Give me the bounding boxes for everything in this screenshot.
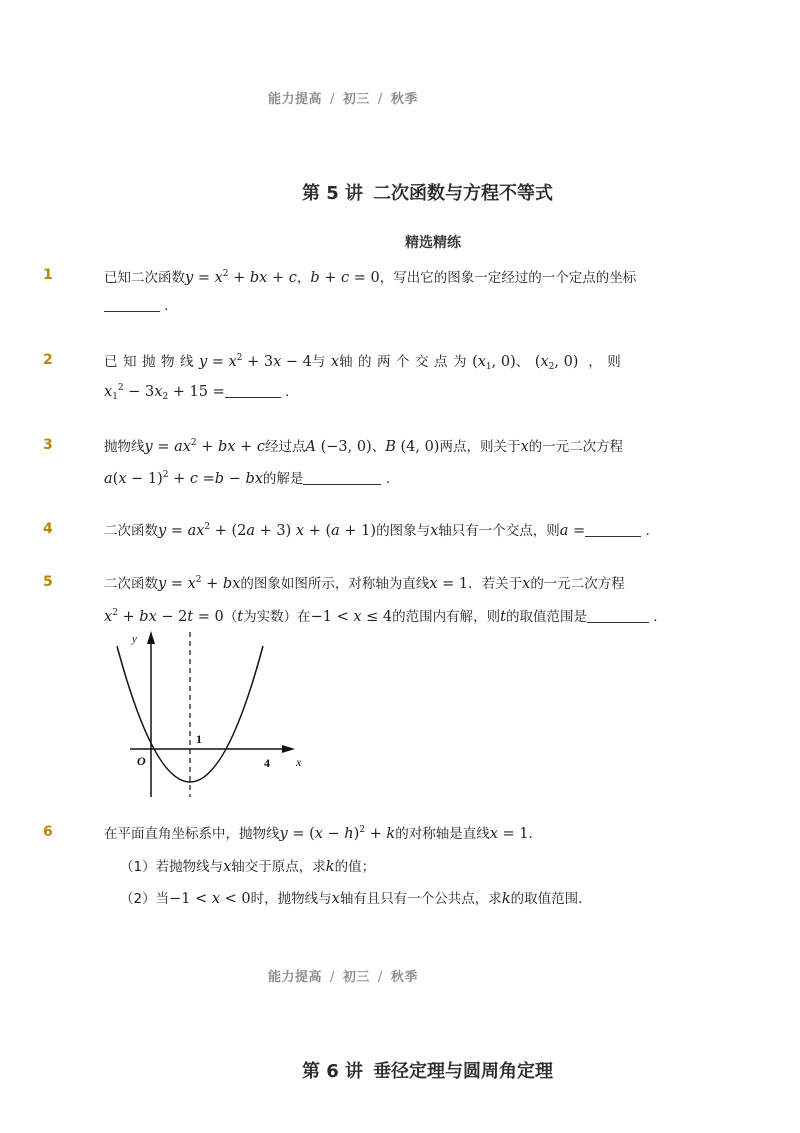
section-title: 精选精练 bbox=[405, 235, 461, 251]
part-label: （1） bbox=[120, 859, 156, 875]
breadcrumb-grade: 初三 bbox=[342, 970, 370, 985]
question-6-part-1: （1）若抛物线与x轴交于原点，求k的值； bbox=[120, 859, 376, 875]
answer-blank[interactable] bbox=[225, 385, 281, 398]
breadcrumb-separator: / bbox=[330, 92, 335, 107]
lecture-title bbox=[302, 1057, 553, 1083]
breadcrumb-separator: / bbox=[377, 92, 383, 107]
breadcrumb-level: 能力提高 bbox=[268, 970, 323, 985]
breadcrumb-separator: / bbox=[330, 970, 335, 985]
question-2-equation: $x_1^2 - 3x_2 + 15$ = . bbox=[104, 383, 290, 402]
question-number: 5 bbox=[43, 574, 53, 590]
lecture-number: 第 5 讲 bbox=[302, 183, 364, 204]
x-axis-arrow-icon bbox=[282, 745, 295, 753]
breadcrumb-level: 能力提高 bbox=[268, 92, 323, 107]
breadcrumb-grade: 初三 bbox=[342, 92, 370, 107]
part-label: （2） bbox=[120, 891, 156, 907]
lecture-number: 第 6 讲 bbox=[302, 1061, 364, 1082]
question-6-text: 在平面直角坐标系中，抛物线$y = (x - h)^2 + k$的对称轴是直线x = 1． bbox=[104, 825, 543, 842]
question-5-condition: $x^2$ + bx − 2t = 0（t为实数）在−1 < x ≤ 4的范围内有解，则t的取值范围是 . bbox=[104, 608, 658, 625]
y-axis-arrow-icon bbox=[147, 631, 155, 644]
question-2-text: 已知抛物线$y = x^2 + 3x - 4$与x轴的两个交点为($x_1$, 0)、($x_2$, 0) ，则 bbox=[104, 353, 627, 372]
origin-label: O bbox=[137, 754, 146, 768]
question-number: 4 bbox=[43, 521, 53, 537]
answer-blank[interactable] bbox=[585, 524, 641, 537]
answer-blank[interactable] bbox=[303, 472, 381, 485]
y-axis-label: y bbox=[132, 633, 137, 645]
breadcrumb-separator: / bbox=[377, 970, 383, 985]
answer-blank[interactable] bbox=[587, 610, 649, 623]
breadcrumb-top bbox=[268, 88, 528, 107]
question-6-part-2: （2）当−1 < x < 0时，抛物线与x轴有且只有一个公共点，求k的取值范围． bbox=[120, 891, 592, 907]
breadcrumb-term: 秋季 bbox=[390, 970, 418, 985]
question-number: 3 bbox=[43, 437, 53, 453]
question-4-text: 二次函数$y = ax^2 + (2a + 3) x + (a + 1)$的图象与x轴只有一个交点，则a = . bbox=[104, 522, 650, 539]
question-number: 2 bbox=[43, 352, 53, 368]
lecture-name: 垂径定理与圆周角定理 bbox=[373, 1061, 554, 1082]
question-5-text: 二次函数$y = x^2$ + bx的图象如图所示，对称轴为直线x = 1．若关于x的一元二次方程 bbox=[104, 575, 625, 592]
question-number: 6 bbox=[43, 824, 53, 840]
x-axis-label: x bbox=[296, 755, 302, 769]
question-number: 1 bbox=[43, 267, 53, 283]
parabola-graph bbox=[110, 627, 310, 802]
lecture-name: 二次函数与方程不等式 bbox=[373, 183, 554, 204]
answer-blank[interactable] bbox=[104, 299, 160, 312]
breadcrumb-bottom bbox=[268, 966, 528, 985]
question-1-text: 已知二次函数$y = x^2$ + bx + c，b + c = 0，写出它的图象一定经过的一个定点的坐标 bbox=[104, 269, 637, 286]
lecture-title bbox=[302, 179, 553, 205]
question-3-equation: $a(x - 1)^2 + c =b$ − bx的解是 . bbox=[104, 470, 391, 487]
question-1-answer-line: . bbox=[104, 298, 169, 314]
tick-label-4: 4 bbox=[264, 756, 270, 770]
breadcrumb-term: 秋季 bbox=[390, 92, 418, 107]
question-3-text: 抛物线$y = ax^2$ + bx + c经过点A (−3, 0)、B (4, 0)两点，则关于x的一元二次方程 bbox=[104, 438, 624, 455]
tick-label-1: 1 bbox=[196, 732, 202, 746]
